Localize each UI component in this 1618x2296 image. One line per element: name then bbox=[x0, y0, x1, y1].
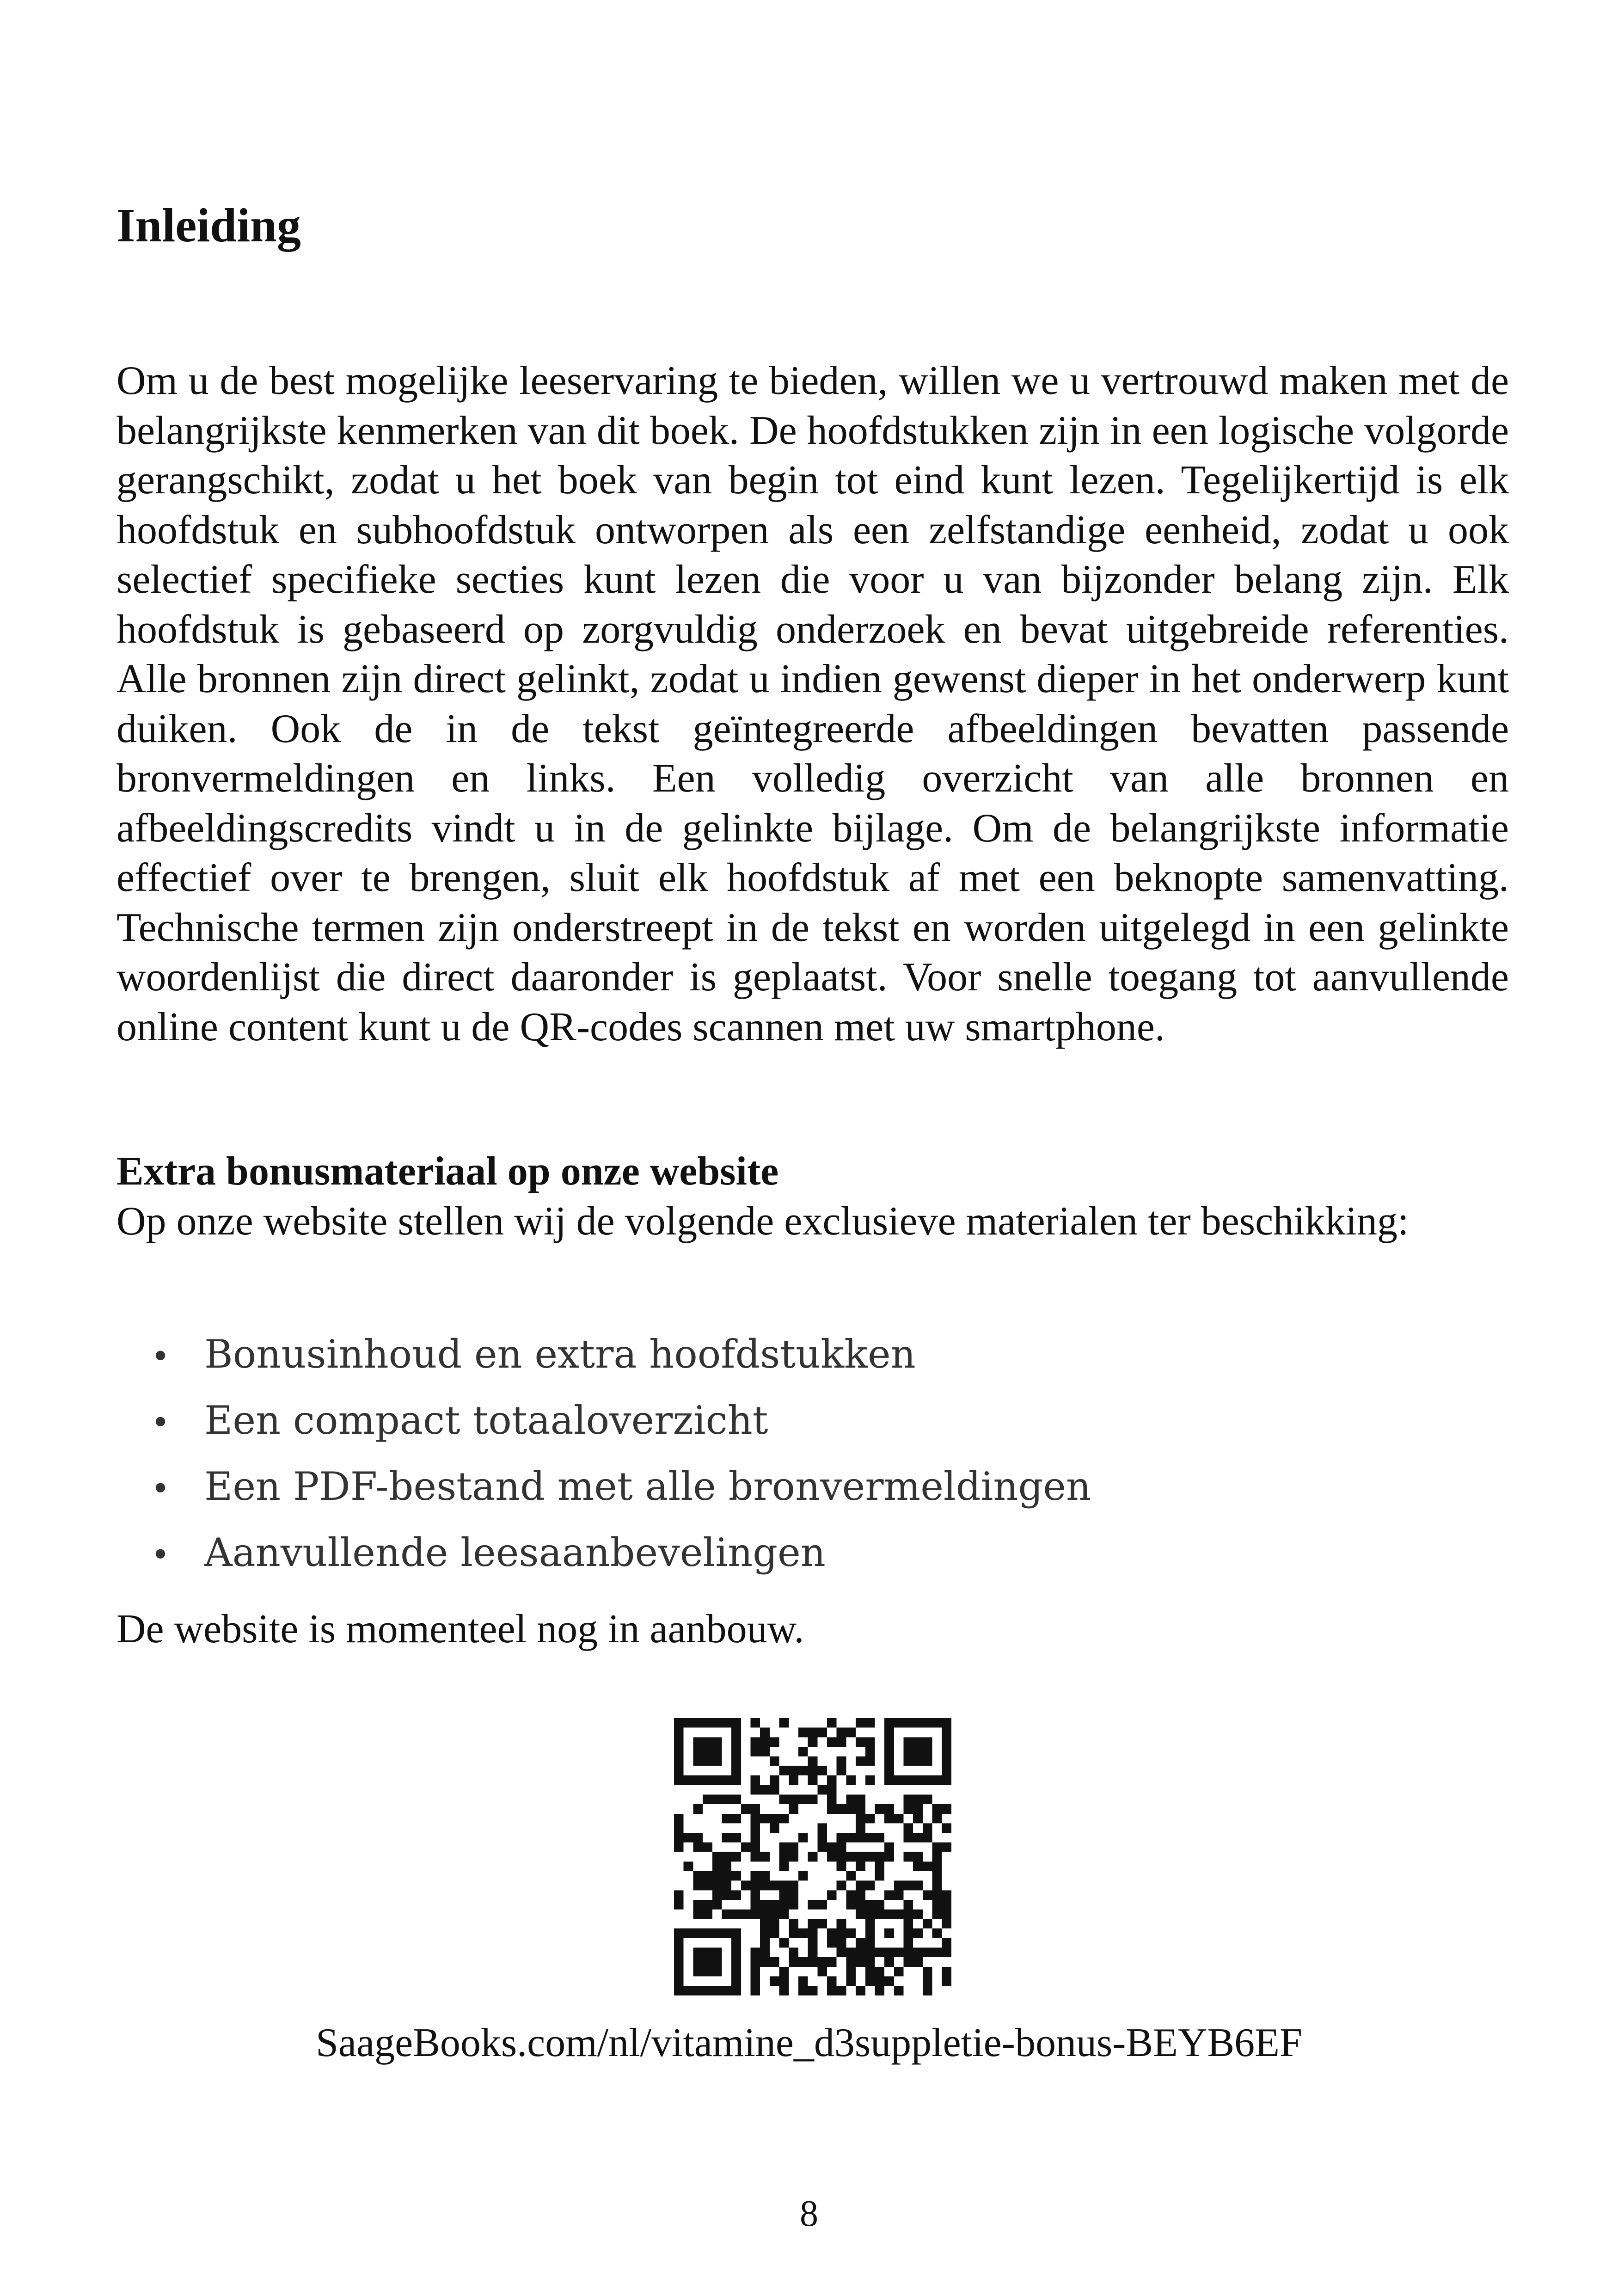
list-item-label: Bonusinhoud en extra hoofdstukken bbox=[204, 1332, 916, 1377]
bullet-icon: • bbox=[151, 1338, 170, 1375]
bullet-icon: • bbox=[151, 1470, 170, 1508]
list-item bbox=[116, 1520, 1091, 1586]
bonus-list bbox=[116, 1321, 1091, 1586]
bonus-url-link[interactable]: SaageBooks.com/nl/vitamine_d3suppletie-bonus-BEYB6EF bbox=[316, 2020, 1302, 2065]
list-item-label: Een PDF-bestand met alle bronvermeldingen bbox=[204, 1464, 1091, 1509]
page-number: 8 bbox=[800, 2193, 818, 2234]
bonus-intro-paragraph: Op onze website stellen wij de volgende exclusieve materialen ter beschikking: bbox=[116, 1199, 1409, 1244]
list-item-label: Een compact totaaloverzicht bbox=[204, 1398, 768, 1443]
chapter-heading: Inleiding bbox=[116, 199, 301, 252]
qr-code-icon[interactable] bbox=[674, 1718, 951, 1995]
list-item-label: Aanvullende leesaanbevelingen bbox=[204, 1530, 826, 1575]
list-item bbox=[116, 1387, 1091, 1454]
bullet-icon: • bbox=[151, 1404, 170, 1442]
bullet-icon: • bbox=[151, 1536, 170, 1574]
bonus-section-title: Extra bonusmateriaal op onze website bbox=[116, 1149, 779, 1194]
list-item bbox=[116, 1454, 1091, 1520]
list-item bbox=[116, 1321, 1091, 1387]
website-status-text: De website is momenteel nog in aanbouw. bbox=[116, 1607, 804, 1651]
intro-paragraph: Om u de best mogelijke leeservaring te bieden, willen we u vertrouwd maken met de belangrijkste kenmerken van dit boek. De hoofdstukken zijn in een logische volgorde gerangschikt, zodat u het boek van begin tot eind kunt lezen. Tegelijkertijd is elk hoofdstuk en subhoofdstuk ontworpen als een zelfstandige eenheid, zodat u ook selectief specifieke secties kunt lezen die voor u van bijzonder belang zijn. Elk hoofdstuk is gebaseerd op zorgvuldig onderzoek en bevat uitgebreide referenties. Alle bronnen zijn direct gelinkt, zodat u indien gewenst dieper in het onderwerp kunt duiken. Ook de in de tekst geïntegreerde afbeeldingen bevatten passende bronvermeldingen en links. Een volledig overzicht van alle bronnen en afbeeldingscredits vindt u in de gelinkte bijlage. Om de belangrijkste informatie effectief over te brengen, sluit elk hoofdstuk af met een beknopte samenvatting. Technische termen zijn onderstreept in de tekst en worden uitgelegd in een gelinkte woordenlijst die direct daaronder is geplaatst. Voor snelle toegang tot aanvullende online content kunt u de QR-codes scannen met uw smartphone. bbox=[116, 358, 1509, 1050]
